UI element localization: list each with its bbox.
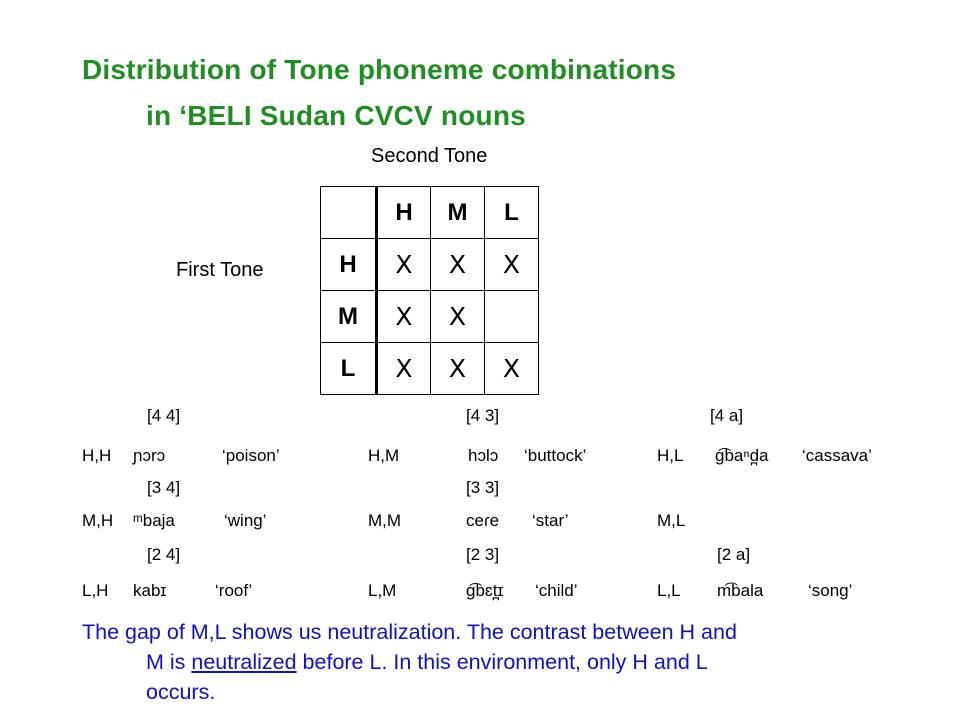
- table-cell: X: [377, 239, 431, 291]
- example-gloss: ‘poison’: [222, 446, 280, 465]
- table-corner-cell: [321, 187, 377, 239]
- example-word: g͡baⁿd̪a: [715, 446, 769, 465]
- tone-pair: M,L: [657, 511, 686, 530]
- example-word: m͡bala: [717, 581, 764, 600]
- table-cell: X: [485, 239, 539, 291]
- table-row-m: [321, 291, 539, 343]
- page-title: Distribution of Tone phoneme combinations: [82, 54, 677, 85]
- code-label: [4 3]: [466, 406, 500, 425]
- table-row-l: [321, 343, 539, 395]
- conclusion-line-1: The gap of M,L shows us neutralization. The contrast between H and: [82, 620, 737, 644]
- code-label: [4 a]: [710, 406, 744, 425]
- conclusion-line-2: [146, 650, 708, 675]
- second-tone-label: Second Tone: [371, 145, 488, 167]
- conclusion-text: before L. In this environment, only H and L: [296, 650, 708, 674]
- first-tone-label: First Tone: [176, 259, 264, 281]
- page-subtitle: in ‘BELI Sudan CVCV nouns: [146, 100, 526, 131]
- tone-pair: H,H: [82, 446, 112, 465]
- table-header-row: [321, 187, 539, 239]
- tone-pair: L,M: [368, 581, 397, 600]
- conclusion-line-3: occurs.: [146, 680, 216, 704]
- tone-pair: L,H: [82, 581, 109, 600]
- code-label: [2 a]: [717, 545, 751, 564]
- table-cell: X: [431, 291, 485, 343]
- table-cell: [485, 291, 539, 343]
- code-label: [2 3]: [466, 545, 500, 564]
- table-cell: X: [431, 343, 485, 395]
- example-word: ᵐbaja: [133, 511, 175, 530]
- column-header-l: L: [485, 187, 539, 239]
- example-gloss: ‘wing’: [224, 511, 267, 530]
- table-cell: X: [377, 343, 431, 395]
- example-gloss: ‘song’: [808, 581, 853, 600]
- column-header-m: M: [431, 187, 485, 239]
- table-cell: X: [431, 239, 485, 291]
- example-word: g͡bɛt̪ɪ: [466, 581, 504, 600]
- tone-pair: L,L: [657, 581, 681, 600]
- example-word: ɲɔrɔ: [133, 446, 166, 465]
- row-header-l: L: [321, 343, 377, 395]
- tone-pair: H,M: [368, 446, 400, 465]
- example-gloss: ‘buttock’: [524, 446, 587, 465]
- tone-pair: M,H: [82, 511, 114, 530]
- tone-pair: H,L: [657, 446, 684, 465]
- code-label: [3 4]: [147, 478, 181, 497]
- example-word: ceɾe: [466, 511, 500, 530]
- example-gloss: ‘child’: [535, 581, 578, 600]
- column-header-h: H: [377, 187, 431, 239]
- example-gloss: ‘roof’: [215, 581, 253, 600]
- table-row-h: [321, 239, 539, 291]
- neutralized-term: neutralized: [191, 650, 297, 674]
- row-header-m: M: [321, 291, 377, 343]
- table-cell: X: [485, 343, 539, 395]
- tone-combination-table: [320, 186, 539, 395]
- row-header-h: H: [321, 239, 377, 291]
- example-word: kabɪ: [133, 581, 167, 600]
- code-label: [4 4]: [147, 406, 181, 425]
- example-gloss: ‘star’: [532, 511, 569, 530]
- example-word: hɔlɔ: [468, 446, 499, 465]
- conclusion-text: M is: [146, 650, 192, 674]
- tone-pair: M,M: [368, 511, 402, 530]
- code-label: [2 4]: [147, 545, 181, 564]
- table-cell: X: [377, 291, 431, 343]
- code-label: [3 3]: [466, 478, 500, 497]
- example-gloss: ‘cassava’: [802, 446, 872, 465]
